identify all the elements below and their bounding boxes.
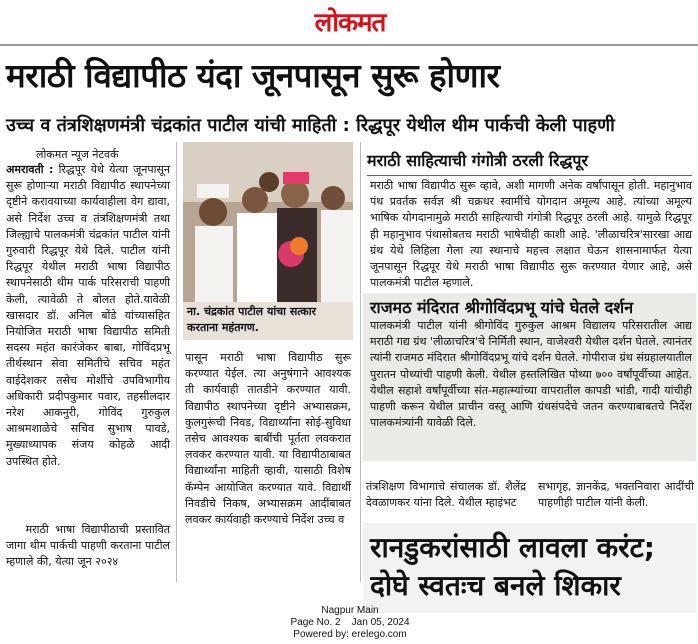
box2-text: पालकमंत्री पाटील यांनी श्रीगोविंद गुरुकुल आश्रम विद्यालय परिसरातील आद्य मराठी गद्य ग्रंथ 'लीळाचरित्र'चे निर्मिती स्थान, वाजेश्वरी येथील दर्शन घेतले. त्यानंतर त्यांनी राजमठ मंदिरात श्रीगोविंदप्रभू यांचे दर्शन घेतले. गोपीराज ग्रंथ संग्रहालयातील पुरातन पोथ्यांची पाहणी केली. येथील हस्तलिखित पोथ्या ७०० वर्षांपूर्वीच्या आहेत. येथील सहाशे वर्षांपूर्वीच्या संत-महात्म्यांच्या वापरातील कापडी भांडी, गादी यांचीही पाहणी करून येथील प्राचीन वस्तू आणि ग्रंथसंपदेचे जतन करण्याबाबतचे निर्देश पालकमंत्र्यांनी यावेळी दिले. [370, 319, 692, 430]
lokmat-logo: लोकमत [314, 8, 386, 38]
column-divider [176, 142, 177, 582]
footer-page-date [230, 617, 470, 629]
column-divider [360, 142, 361, 582]
byline: लोकमत न्यूज नेटवर्क [36, 148, 119, 161]
footer-powered: Powered by: erelego.com [293, 629, 407, 640]
box3-title-line2: दोघे स्वतःच बनले शिकार [370, 569, 621, 602]
box3-title: रानडुकरांसाठी लावला करंट; [370, 531, 655, 564]
photo-illustration [183, 142, 353, 302]
dateline: अमरावती : [6, 163, 54, 176]
footer-page: Page No. 2 [290, 617, 341, 628]
article-column-3b: सभागृह, ज्ञानकेंद्र, भक्तनिवारा आदींची पाहणीही पाटील यांनी केली. [538, 480, 694, 510]
footer-edition: Nagpur Main [321, 605, 379, 616]
article-column-2: पासून मराठी भाषा विद्यापीठ सुरू करण्यात येईल. त्या अनुषंगाने आवश्यक ती कार्यवाही तातडीने करण्यात यावी. विद्यापीठ स्थापनेच्या दृष्टीने अभ्यासक्रम, कुलगुरूंची निवड, विद्यार्थ्यांना सोई-सुविधा तसेच आवश्यक बाबींची पूर्तता लवकरात लवकर करण्यात यावी. या विद्यापीठाबाबत विद्यार्थ्यांना माहिती व्हावी, यासाठी विशेष कॅम्पेन आयोजित करण्यात यावे. विद्यार्थी निवडीचे निकष, अभ्यासक्रम आदींबाबत लवकर कार्यवाही करण्याचे निर्देश उच्च व [185, 351, 351, 527]
article-column-1 [6, 162, 170, 470]
page-subheadline: उच्च व तंत्रशिक्षणमंत्री चंद्रकांत पाटील यांची माहिती : रिद्धपूर येथील थीम पार्कची केली पाहणी [6, 115, 615, 136]
article-column-1-continued [6, 522, 170, 571]
article-text-1b: मराठी भाषा विद्यापीठाची प्रस्तावित जागा थीम पार्कची पाहणी करताना पाटील म्हणाले की, येत्या जून २०२४ [6, 523, 170, 569]
photo-caption: ना. चंद्रकांत पाटील यांचा सत्कार करताना महंतगण. [183, 302, 353, 340]
box1-title: मराठी साहित्याची गंगोत्री ठरली रिद्धपूर [367, 151, 589, 170]
footer-date: Jan 05, 2024 [351, 617, 410, 628]
box1-text: मराठी भाषा विद्यापीठ सुरू व्हावे, अशी मागणी अनेक वर्षांपासून होती. महानुभाव पंथ प्रवर्तक सर्वज्ञ श्री चक्रधर स्वामींचे योगदान अमूल्य आहे. त्यांच्या अमूल्य भाषिक योगदानामुळे मराठी साहित्याची गंगोत्री रिद्धपूर ठरली आहे. यामुळे रिद्धपूर ही महानुभाव पंथासोबतच मराठी भाषेचीही काशी आहे. 'लीळाचरित्र'सारखा आद्य ग्रंथ येथे लिहिला गेला त्या स्थानाचे महत्त्व लक्षात घेऊन शासनामार्फत येत्या जूनपासून रिद्धपूर येथे मराठी भाषा विद्यापीठ सुरू करण्यात येणार आहे, असे पालकमंत्री पाटील म्हणाले. [370, 179, 692, 290]
page-footer [230, 605, 470, 641]
article-column-3a: तंत्रशिक्षण विभागाचे संचालक डॉ. शैलेंद्र देवळाणकर यांना दिले. येथील म्हाइंभट [366, 480, 526, 510]
box1-rule [367, 175, 692, 176]
news-photo [183, 142, 353, 302]
box2-title: राजमठ मंदिरात श्रीगोविंदप्रभू यांचे घेतले दर्शन [370, 298, 634, 317]
page-headline: मराठी विद्यापीठ यंदा जूनपासून सुरू होणार [6, 56, 500, 95]
article-text-1: रिद्धपूर येथे येत्या जूनपासून सुरू होणाऱ्या मराठी विद्यापीठ स्थापनेच्या दृष्टीने करावयाच्या कार्यवाहीला वेग द्यावा, असे निर्देश उच्च व तंत्रशिक्षणमंत्री तथा जिल्ह्याचे पालकमंत्री चंद्रकांत पाटील यांनी गुरुवारी रिद्धपूर येथे दिले. पाटील यांनी रिद्धपूर येथील मराठी भाषा विद्यापीठ स्थापनेसाठी थीम पार्क परिसराची पाहणी केली, त्यावेळी ते बोलत होते.यावेळी खासदार डॉ. अनिल बोंडे यांच्यासहित नियोजित मराठी भाषा विद्यापीठ समिती सदस्य महंत कारंजेकर बाबा, गोविंदप्रभू तीर्थस्थान सेवा समितीचे सचिव महंत वाईदेशकर तसेच मोर्शीचे उपविभागीय अधिकारी प्रदीपकुमार पवार, तहसीलदार नरेश आकनुरी, गोविंद गुरुकुल आश्रमशाळेचे सचिव सुभाष पावडे, मुख्याध्यापक संजय कोहळे आदी उपस्थित होते. [6, 163, 170, 468]
masthead-rule [0, 44, 698, 46]
